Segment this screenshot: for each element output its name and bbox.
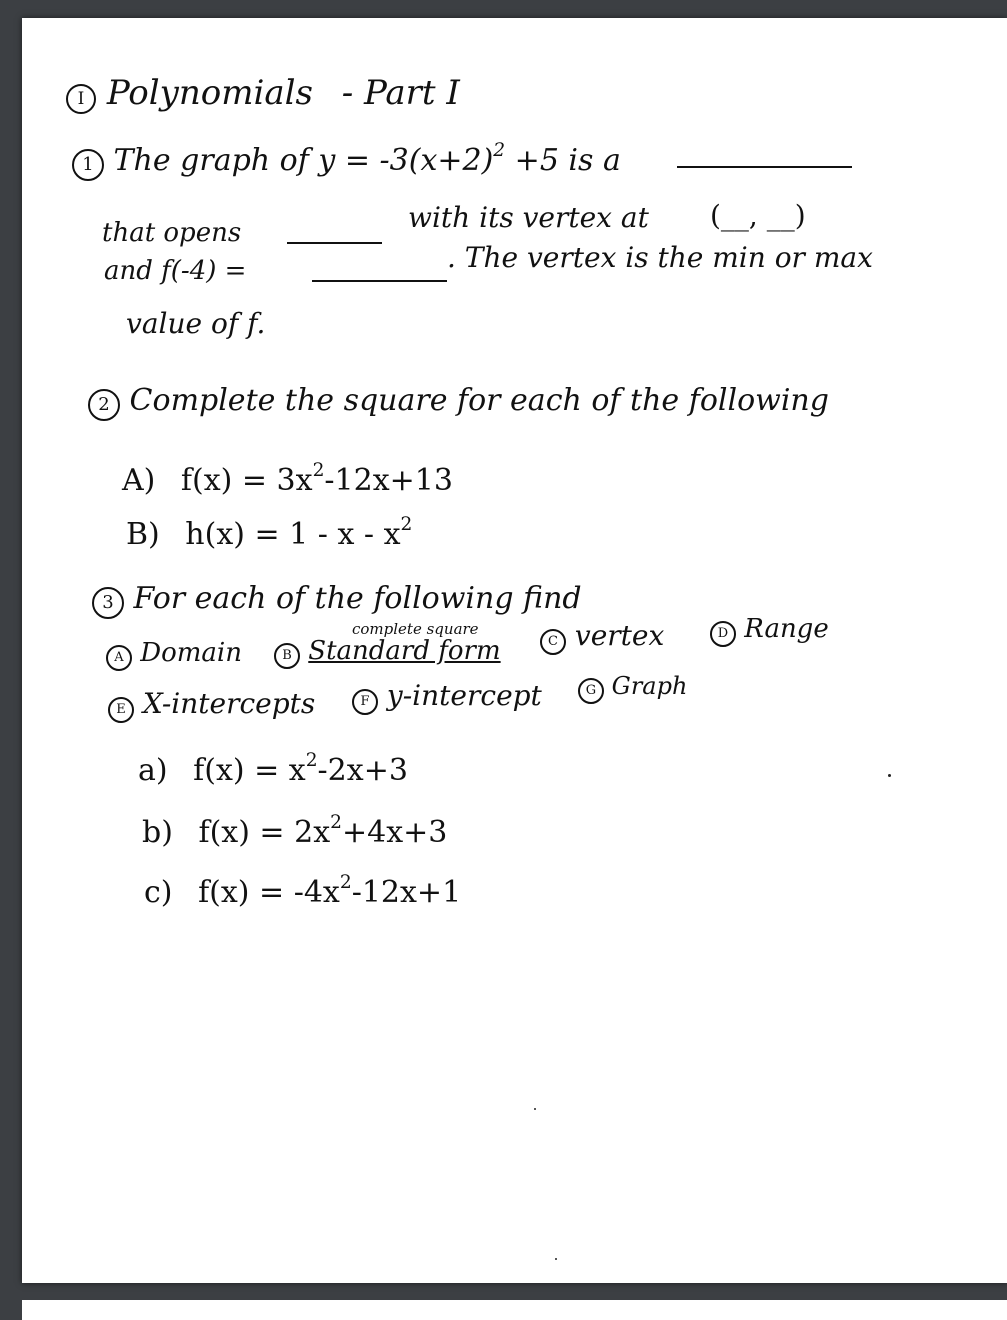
task-x-intercepts (108, 687, 316, 723)
problem-1-line-2-start: that opens (102, 218, 242, 248)
problem-1-line-2-end: with its vertex at (408, 201, 649, 234)
problem-3-part-c-tail: -12x+1 (351, 874, 462, 910)
task-range (710, 616, 829, 647)
problem-2-part-b-expr: h(x) = 1 - x - x (185, 516, 401, 552)
task-standard-form (274, 638, 501, 669)
problem-3-part-c-expr: f(x) = -4x (198, 874, 340, 910)
task-vertex (540, 619, 665, 655)
problem-2-part-a-tail: -12x+13 (324, 462, 453, 498)
task-y-intercept (352, 679, 542, 715)
section-numeral-badge: I (66, 84, 96, 114)
problem-3-part-c-label: c) (144, 874, 173, 910)
next-page-edge (22, 1300, 1007, 1320)
problem-2-prompt-text: Complete the square for each of the following (129, 383, 829, 418)
task-y-intercept-badge: F (352, 689, 378, 715)
worksheet-page (22, 18, 1007, 1283)
problem-3-prompt (92, 581, 582, 619)
task-graph (578, 674, 687, 704)
task-x-intercepts-badge: E (108, 697, 134, 723)
section-heading (66, 73, 460, 114)
problem-3-part-a-tail: -2x+3 (317, 752, 408, 788)
problem-1-vertex-pair: (__, __) (710, 199, 806, 232)
task-domain-label: Domain (140, 638, 242, 668)
problem-2-part-b-label: B) (126, 516, 160, 552)
task-x-intercepts-label: X-intercepts (142, 687, 316, 720)
problem-3-part-a (138, 752, 408, 786)
task-domain-badge: A (106, 645, 132, 671)
problem-1-line-3-end: . The vertex is the min or max (447, 241, 873, 274)
problem-2-part-a-label: A) (122, 462, 156, 498)
problem-3-part-c (144, 874, 461, 908)
problem-3-part-c-exponent: 2 (339, 872, 352, 893)
task-standard-form-badge: B (274, 643, 300, 669)
problem-1-exponent: 2 (493, 140, 506, 161)
task-graph-badge: G (578, 678, 604, 704)
scan-speck (555, 1258, 557, 1260)
problem-1-equation: The graph of y = -3(x+2) (113, 142, 494, 178)
problem-2-part-b (126, 516, 412, 550)
task-graph-label: Graph (611, 672, 688, 700)
problem-3-part-a-exponent: 2 (305, 750, 318, 771)
problem-2-part-a (122, 462, 453, 496)
problem-1-blank-shape (677, 166, 852, 168)
problem-3-part-b-label: b) (142, 814, 173, 850)
problem-1-line-3-start: and f(-4) = (104, 256, 247, 286)
problem-3-part-a-label: a) (138, 752, 168, 788)
problem-2-part-a-exponent: 2 (312, 460, 325, 481)
problem-3-prompt-text: For each of the following find (133, 581, 582, 616)
problem-3-part-b-exponent: 2 (330, 812, 342, 833)
section-part: - Part I (341, 73, 460, 113)
task-standard-form-label: Standard form (308, 636, 501, 666)
problem-1-equation-end: +5 is a (505, 142, 621, 178)
problem-1-blank-opens (287, 242, 382, 244)
problem-1-line-4: value of f. (126, 307, 266, 340)
problem-2-part-b-exponent: 2 (400, 514, 413, 535)
problem-3-part-b-tail: +4x+3 (341, 814, 448, 850)
problem-3-part-b (142, 814, 447, 848)
problem-3-part-a-expr: f(x) = x (193, 752, 306, 788)
problem-1-blank-f-value (312, 280, 447, 282)
problem-3-number-badge: 3 (92, 587, 124, 619)
section-title: Polynomials (106, 73, 313, 113)
problem-3-part-b-expr: f(x) = 2x (198, 814, 331, 850)
scan-speck (534, 1108, 536, 1110)
problem-2-prompt (88, 383, 829, 421)
problem-1-number-badge: 1 (72, 149, 104, 181)
task-y-intercept-label: y-intercept (386, 679, 542, 712)
task-range-badge: D (710, 621, 736, 647)
problem-3-note: complete square (352, 620, 479, 638)
task-vertex-label: vertex (574, 619, 665, 652)
scan-speck (888, 774, 891, 777)
problem-2-part-a-expr: f(x) = 3x (180, 462, 313, 498)
problem-1-line-1 (72, 142, 621, 181)
problem-2-number-badge: 2 (88, 389, 120, 421)
task-vertex-badge: C (540, 629, 566, 655)
task-domain (106, 640, 242, 671)
task-range-label: Range (744, 614, 829, 644)
